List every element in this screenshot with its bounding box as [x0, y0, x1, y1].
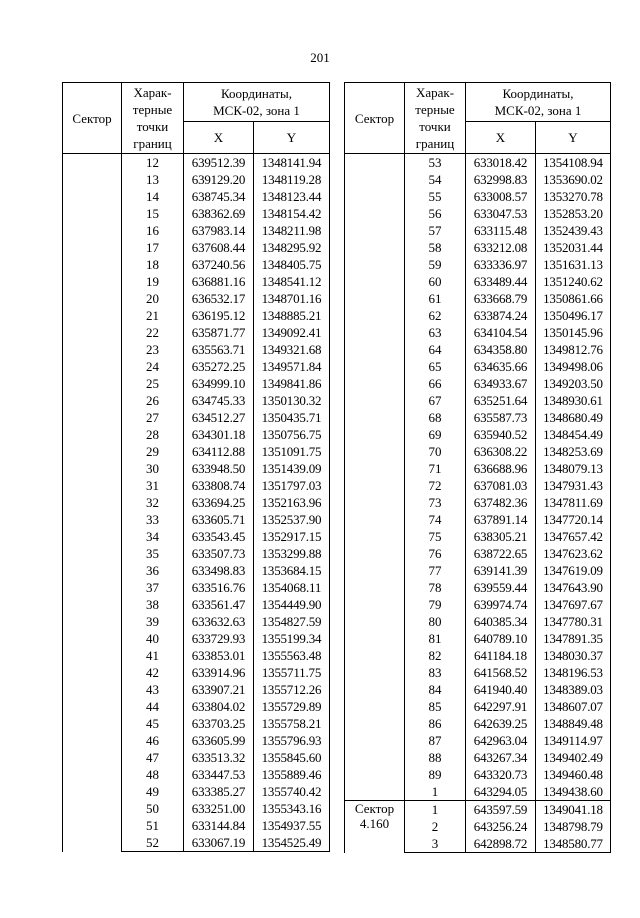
y-coordinate: 1354068.11 — [254, 579, 330, 596]
point-number: 1 — [405, 783, 466, 801]
point-number: 31 — [122, 477, 184, 494]
y-coordinate: 1354525.49 — [254, 834, 330, 852]
x-coordinate: 633561.47 — [184, 596, 254, 613]
x-coordinate: 639141.39 — [466, 562, 536, 579]
y-coordinate: 1352853.20 — [536, 205, 611, 222]
x-coordinate: 642639.25 — [466, 715, 536, 732]
y-coordinate: 1352917.15 — [254, 528, 330, 545]
y-coordinate: 1352537.90 — [254, 511, 330, 528]
y-coordinate: 1349460.48 — [536, 766, 611, 783]
x-coordinate: 633336.97 — [466, 256, 536, 273]
point-number: 3 — [405, 835, 466, 853]
x-coordinate: 639512.39 — [184, 154, 254, 172]
y-coordinate: 1349402.49 — [536, 749, 611, 766]
y-coordinate: 1355563.48 — [254, 647, 330, 664]
header-points-line: точки — [419, 119, 451, 134]
y-coordinate: 1353270.78 — [536, 188, 611, 205]
header-x: X — [184, 122, 254, 154]
y-coordinate: 1351631.13 — [536, 256, 611, 273]
y-coordinate: 1355889.46 — [254, 766, 330, 783]
header-coordinates — [466, 83, 611, 122]
point-number: 89 — [405, 766, 466, 783]
point-number: 68 — [405, 409, 466, 426]
y-coordinate: 1347623.62 — [536, 545, 611, 562]
y-coordinate: 1348389.03 — [536, 681, 611, 698]
x-coordinate: 634112.88 — [184, 443, 254, 460]
x-coordinate: 634512.27 — [184, 409, 254, 426]
y-coordinate: 1355343.16 — [254, 800, 330, 817]
point-number: 15 — [122, 205, 184, 222]
point-number: 58 — [405, 239, 466, 256]
y-coordinate: 1353299.88 — [254, 545, 330, 562]
x-coordinate: 641184.18 — [466, 647, 536, 664]
point-number: 62 — [405, 307, 466, 324]
y-coordinate: 1349203.50 — [536, 375, 611, 392]
header-points-line: терные — [132, 102, 173, 117]
y-coordinate: 1348123.44 — [254, 188, 330, 205]
point-number: 42 — [122, 664, 184, 681]
x-coordinate: 643294.05 — [466, 783, 536, 801]
x-coordinate: 641940.40 — [466, 681, 536, 698]
y-coordinate: 1348849.48 — [536, 715, 611, 732]
x-coordinate: 633874.24 — [466, 307, 536, 324]
x-coordinate: 643597.59 — [466, 801, 536, 819]
point-number: 61 — [405, 290, 466, 307]
point-number: 76 — [405, 545, 466, 562]
x-coordinate: 633513.32 — [184, 749, 254, 766]
y-coordinate: 1348253.69 — [536, 443, 611, 460]
x-coordinate: 637891.14 — [466, 511, 536, 528]
point-number: 81 — [405, 630, 466, 647]
x-coordinate: 633804.02 — [184, 698, 254, 715]
x-coordinate: 640789.10 — [466, 630, 536, 647]
x-coordinate: 639974.74 — [466, 596, 536, 613]
y-coordinate: 1348211.98 — [254, 222, 330, 239]
point-number: 52 — [122, 834, 184, 852]
point-number: 28 — [122, 426, 184, 443]
point-number: 24 — [122, 358, 184, 375]
point-number: 27 — [122, 409, 184, 426]
point-number: 66 — [405, 375, 466, 392]
x-coordinate: 641568.52 — [466, 664, 536, 681]
y-coordinate: 1347780.31 — [536, 613, 611, 630]
x-coordinate: 636881.16 — [184, 273, 254, 290]
point-number: 32 — [122, 494, 184, 511]
y-coordinate: 1354108.94 — [536, 154, 611, 172]
point-number: 43 — [122, 681, 184, 698]
x-coordinate: 637983.14 — [184, 222, 254, 239]
point-number: 45 — [122, 715, 184, 732]
x-coordinate: 633489.44 — [466, 273, 536, 290]
y-coordinate: 1348405.75 — [254, 256, 330, 273]
x-coordinate: 633853.01 — [184, 647, 254, 664]
point-number: 30 — [122, 460, 184, 477]
x-coordinate: 634301.18 — [184, 426, 254, 443]
point-number: 23 — [122, 341, 184, 358]
point-number: 83 — [405, 664, 466, 681]
point-number: 53 — [405, 154, 466, 172]
y-coordinate: 1347931.43 — [536, 477, 611, 494]
coordinates-table-left — [62, 82, 330, 852]
point-number: 56 — [405, 205, 466, 222]
point-number: 33 — [122, 511, 184, 528]
table-row — [345, 154, 611, 172]
x-coordinate: 634104.54 — [466, 324, 536, 341]
y-coordinate: 1349498.06 — [536, 358, 611, 375]
x-coordinate: 635587.73 — [466, 409, 536, 426]
point-number: 49 — [122, 783, 184, 800]
x-coordinate: 642898.72 — [466, 835, 536, 853]
y-coordinate: 1348580.77 — [536, 835, 611, 853]
point-number: 48 — [122, 766, 184, 783]
y-coordinate: 1348680.49 — [536, 409, 611, 426]
x-coordinate: 635940.52 — [466, 426, 536, 443]
header-sector — [345, 83, 405, 154]
y-coordinate: 1355711.75 — [254, 664, 330, 681]
y-coordinate: 1348154.42 — [254, 205, 330, 222]
point-number: 1 — [405, 801, 466, 819]
y-coordinate: 1351240.62 — [536, 273, 611, 290]
x-coordinate: 637240.56 — [184, 256, 254, 273]
point-number: 77 — [405, 562, 466, 579]
point-number: 12 — [122, 154, 184, 172]
point-number: 40 — [122, 630, 184, 647]
point-number: 13 — [122, 171, 184, 188]
point-number: 22 — [122, 324, 184, 341]
point-number: 20 — [122, 290, 184, 307]
point-number: 46 — [122, 732, 184, 749]
point-number: 69 — [405, 426, 466, 443]
header-points-line: Харак- — [415, 85, 455, 100]
point-number: 63 — [405, 324, 466, 341]
y-coordinate: 1349114.97 — [536, 732, 611, 749]
point-number: 19 — [122, 273, 184, 290]
table-row — [345, 801, 611, 819]
point-number: 2 — [405, 818, 466, 835]
y-coordinate: 1352439.43 — [536, 222, 611, 239]
point-number: 39 — [122, 613, 184, 630]
x-coordinate: 634745.33 — [184, 392, 254, 409]
point-number: 71 — [405, 460, 466, 477]
y-coordinate: 1348798.79 — [536, 818, 611, 835]
point-number: 34 — [122, 528, 184, 545]
point-number: 88 — [405, 749, 466, 766]
sector-cell — [345, 154, 405, 801]
header-sector-label: Сектор — [354, 110, 395, 126]
y-coordinate: 1347811.69 — [536, 494, 611, 511]
y-coordinate: 1347657.42 — [536, 528, 611, 545]
y-coordinate: 1350435.71 — [254, 409, 330, 426]
y-coordinate: 1350756.75 — [254, 426, 330, 443]
y-coordinate: 1347643.90 — [536, 579, 611, 596]
header-coordinates-line: Координаты, — [502, 86, 574, 101]
y-coordinate: 1351439.09 — [254, 460, 330, 477]
header-coordinates-line: МСК-02, зона 1 — [213, 103, 300, 118]
header-points — [405, 83, 466, 154]
x-coordinate: 633907.21 — [184, 681, 254, 698]
point-number: 64 — [405, 341, 466, 358]
y-coordinate: 1351091.75 — [254, 443, 330, 460]
header-points-line: Харак- — [133, 85, 172, 100]
x-coordinate: 638362.69 — [184, 205, 254, 222]
y-coordinate: 1349571.84 — [254, 358, 330, 375]
y-coordinate: 1348030.37 — [536, 647, 611, 664]
header-points-line: границ — [415, 136, 455, 151]
point-number: 16 — [122, 222, 184, 239]
header-x: X — [466, 122, 536, 154]
header-y: Y — [536, 122, 611, 154]
x-coordinate: 634358.80 — [466, 341, 536, 358]
y-coordinate: 1349041.18 — [536, 801, 611, 819]
point-number: 75 — [405, 528, 466, 545]
point-number: 74 — [405, 511, 466, 528]
y-coordinate: 1353684.15 — [254, 562, 330, 579]
point-number: 47 — [122, 749, 184, 766]
point-number: 41 — [122, 647, 184, 664]
point-number: 54 — [405, 171, 466, 188]
header-points-line: границ — [133, 136, 172, 151]
x-coordinate: 639559.44 — [466, 579, 536, 596]
y-coordinate: 1349841.86 — [254, 375, 330, 392]
point-number: 60 — [405, 273, 466, 290]
x-coordinate: 634933.67 — [466, 375, 536, 392]
y-coordinate: 1347720.14 — [536, 511, 611, 528]
y-coordinate: 1347891.35 — [536, 630, 611, 647]
point-number: 82 — [405, 647, 466, 664]
y-coordinate: 1350496.17 — [536, 307, 611, 324]
point-number: 44 — [122, 698, 184, 715]
y-coordinate: 1355729.89 — [254, 698, 330, 715]
x-coordinate: 633115.48 — [466, 222, 536, 239]
x-coordinate: 643267.34 — [466, 749, 536, 766]
x-coordinate: 633498.83 — [184, 562, 254, 579]
header-coordinates-line: МСК-02, зона 1 — [494, 103, 582, 118]
point-number: 80 — [405, 613, 466, 630]
y-coordinate: 1350861.66 — [536, 290, 611, 307]
sector-cell — [63, 154, 122, 852]
header-points-line: терные — [415, 102, 455, 117]
point-number: 86 — [405, 715, 466, 732]
x-coordinate: 634635.66 — [466, 358, 536, 375]
point-number: 65 — [405, 358, 466, 375]
sector-name-line: 4.160 — [359, 816, 390, 831]
x-coordinate: 643256.24 — [466, 818, 536, 835]
coordinates-table-right — [344, 82, 611, 853]
x-coordinate: 633948.50 — [184, 460, 254, 477]
header-sector-label: Сектор — [72, 110, 112, 126]
point-number: 78 — [405, 579, 466, 596]
y-coordinate: 1349812.76 — [536, 341, 611, 358]
y-coordinate: 1348930.61 — [536, 392, 611, 409]
point-number: 26 — [122, 392, 184, 409]
x-coordinate: 636308.22 — [466, 443, 536, 460]
point-number: 35 — [122, 545, 184, 562]
header-points — [122, 83, 184, 154]
point-number: 36 — [122, 562, 184, 579]
x-coordinate: 638305.21 — [466, 528, 536, 545]
x-coordinate: 640385.34 — [466, 613, 536, 630]
x-coordinate: 635272.25 — [184, 358, 254, 375]
point-number: 55 — [405, 188, 466, 205]
y-coordinate: 1348701.16 — [254, 290, 330, 307]
point-number: 14 — [122, 188, 184, 205]
header-points-line: точки — [136, 119, 169, 134]
point-number: 84 — [405, 681, 466, 698]
y-coordinate: 1352163.96 — [254, 494, 330, 511]
point-number: 51 — [122, 817, 184, 834]
point-number: 73 — [405, 494, 466, 511]
y-coordinate: 1355845.60 — [254, 749, 330, 766]
y-coordinate: 1349438.60 — [536, 783, 611, 801]
y-coordinate: 1354827.59 — [254, 613, 330, 630]
x-coordinate: 633543.45 — [184, 528, 254, 545]
x-coordinate: 636532.17 — [184, 290, 254, 307]
point-number: 50 — [122, 800, 184, 817]
point-number: 37 — [122, 579, 184, 596]
header-sector — [63, 83, 122, 154]
x-coordinate: 635563.71 — [184, 341, 254, 358]
point-number: 17 — [122, 239, 184, 256]
x-coordinate: 633808.74 — [184, 477, 254, 494]
y-coordinate: 1348885.21 — [254, 307, 330, 324]
y-coordinate: 1348541.12 — [254, 273, 330, 290]
x-coordinate: 633251.00 — [184, 800, 254, 817]
sector-name-line: Сектор — [354, 801, 395, 816]
x-coordinate: 633605.71 — [184, 511, 254, 528]
point-number: 72 — [405, 477, 466, 494]
y-coordinate: 1348119.28 — [254, 171, 330, 188]
page-number: 201 — [310, 50, 330, 65]
x-coordinate: 633212.08 — [466, 239, 536, 256]
x-coordinate: 633914.96 — [184, 664, 254, 681]
x-coordinate: 637608.44 — [184, 239, 254, 256]
y-coordinate: 1350145.96 — [536, 324, 611, 341]
y-coordinate: 1355199.34 — [254, 630, 330, 647]
x-coordinate: 635251.64 — [466, 392, 536, 409]
point-number: 21 — [122, 307, 184, 324]
x-coordinate: 636195.12 — [184, 307, 254, 324]
point-number: 87 — [405, 732, 466, 749]
table-row — [63, 154, 330, 172]
sector-cell — [345, 801, 405, 853]
x-coordinate: 633047.53 — [466, 205, 536, 222]
x-coordinate: 634999.10 — [184, 375, 254, 392]
x-coordinate: 642297.91 — [466, 698, 536, 715]
y-coordinate: 1354937.55 — [254, 817, 330, 834]
y-coordinate: 1348196.53 — [536, 664, 611, 681]
point-number: 25 — [122, 375, 184, 392]
y-coordinate: 1354449.90 — [254, 596, 330, 613]
y-coordinate: 1347697.67 — [536, 596, 611, 613]
point-number: 29 — [122, 443, 184, 460]
x-coordinate: 633668.79 — [466, 290, 536, 307]
point-number: 85 — [405, 698, 466, 715]
x-coordinate: 633385.27 — [184, 783, 254, 800]
header-coordinates-line: Координаты, — [221, 86, 292, 101]
x-coordinate: 637482.36 — [466, 494, 536, 511]
y-coordinate: 1349092.41 — [254, 324, 330, 341]
x-coordinate: 637081.03 — [466, 477, 536, 494]
point-number: 18 — [122, 256, 184, 273]
x-coordinate: 633018.42 — [466, 154, 536, 172]
point-number: 67 — [405, 392, 466, 409]
x-coordinate: 633694.25 — [184, 494, 254, 511]
x-coordinate: 633729.93 — [184, 630, 254, 647]
x-coordinate: 635871.77 — [184, 324, 254, 341]
x-coordinate: 632998.83 — [466, 171, 536, 188]
y-coordinate: 1355740.42 — [254, 783, 330, 800]
x-coordinate: 633447.53 — [184, 766, 254, 783]
x-coordinate: 639129.20 — [184, 171, 254, 188]
y-coordinate: 1348607.07 — [536, 698, 611, 715]
y-coordinate: 1348141.94 — [254, 154, 330, 172]
point-number: 59 — [405, 256, 466, 273]
header-y: Y — [254, 122, 330, 154]
point-number: 38 — [122, 596, 184, 613]
point-number: 79 — [405, 596, 466, 613]
y-coordinate: 1350130.32 — [254, 392, 330, 409]
x-coordinate: 633067.19 — [184, 834, 254, 852]
y-coordinate: 1348295.92 — [254, 239, 330, 256]
x-coordinate: 643320.73 — [466, 766, 536, 783]
x-coordinate: 638745.34 — [184, 188, 254, 205]
x-coordinate: 638722.65 — [466, 545, 536, 562]
x-coordinate: 636688.96 — [466, 460, 536, 477]
x-coordinate: 633516.76 — [184, 579, 254, 596]
y-coordinate: 1355796.93 — [254, 732, 330, 749]
header-coordinates — [184, 83, 330, 122]
y-coordinate: 1352031.44 — [536, 239, 611, 256]
y-coordinate: 1355758.21 — [254, 715, 330, 732]
y-coordinate: 1348454.49 — [536, 426, 611, 443]
x-coordinate: 633144.84 — [184, 817, 254, 834]
y-coordinate: 1349321.68 — [254, 341, 330, 358]
y-coordinate: 1348079.13 — [536, 460, 611, 477]
y-coordinate: 1351797.03 — [254, 477, 330, 494]
x-coordinate: 642963.04 — [466, 732, 536, 749]
y-coordinate: 1353690.02 — [536, 171, 611, 188]
y-coordinate: 1355712.26 — [254, 681, 330, 698]
x-coordinate: 633632.63 — [184, 613, 254, 630]
x-coordinate: 633008.57 — [466, 188, 536, 205]
x-coordinate: 633605.99 — [184, 732, 254, 749]
x-coordinate: 633507.73 — [184, 545, 254, 562]
point-number: 70 — [405, 443, 466, 460]
point-number: 57 — [405, 222, 466, 239]
x-coordinate: 633703.25 — [184, 715, 254, 732]
y-coordinate: 1347619.09 — [536, 562, 611, 579]
